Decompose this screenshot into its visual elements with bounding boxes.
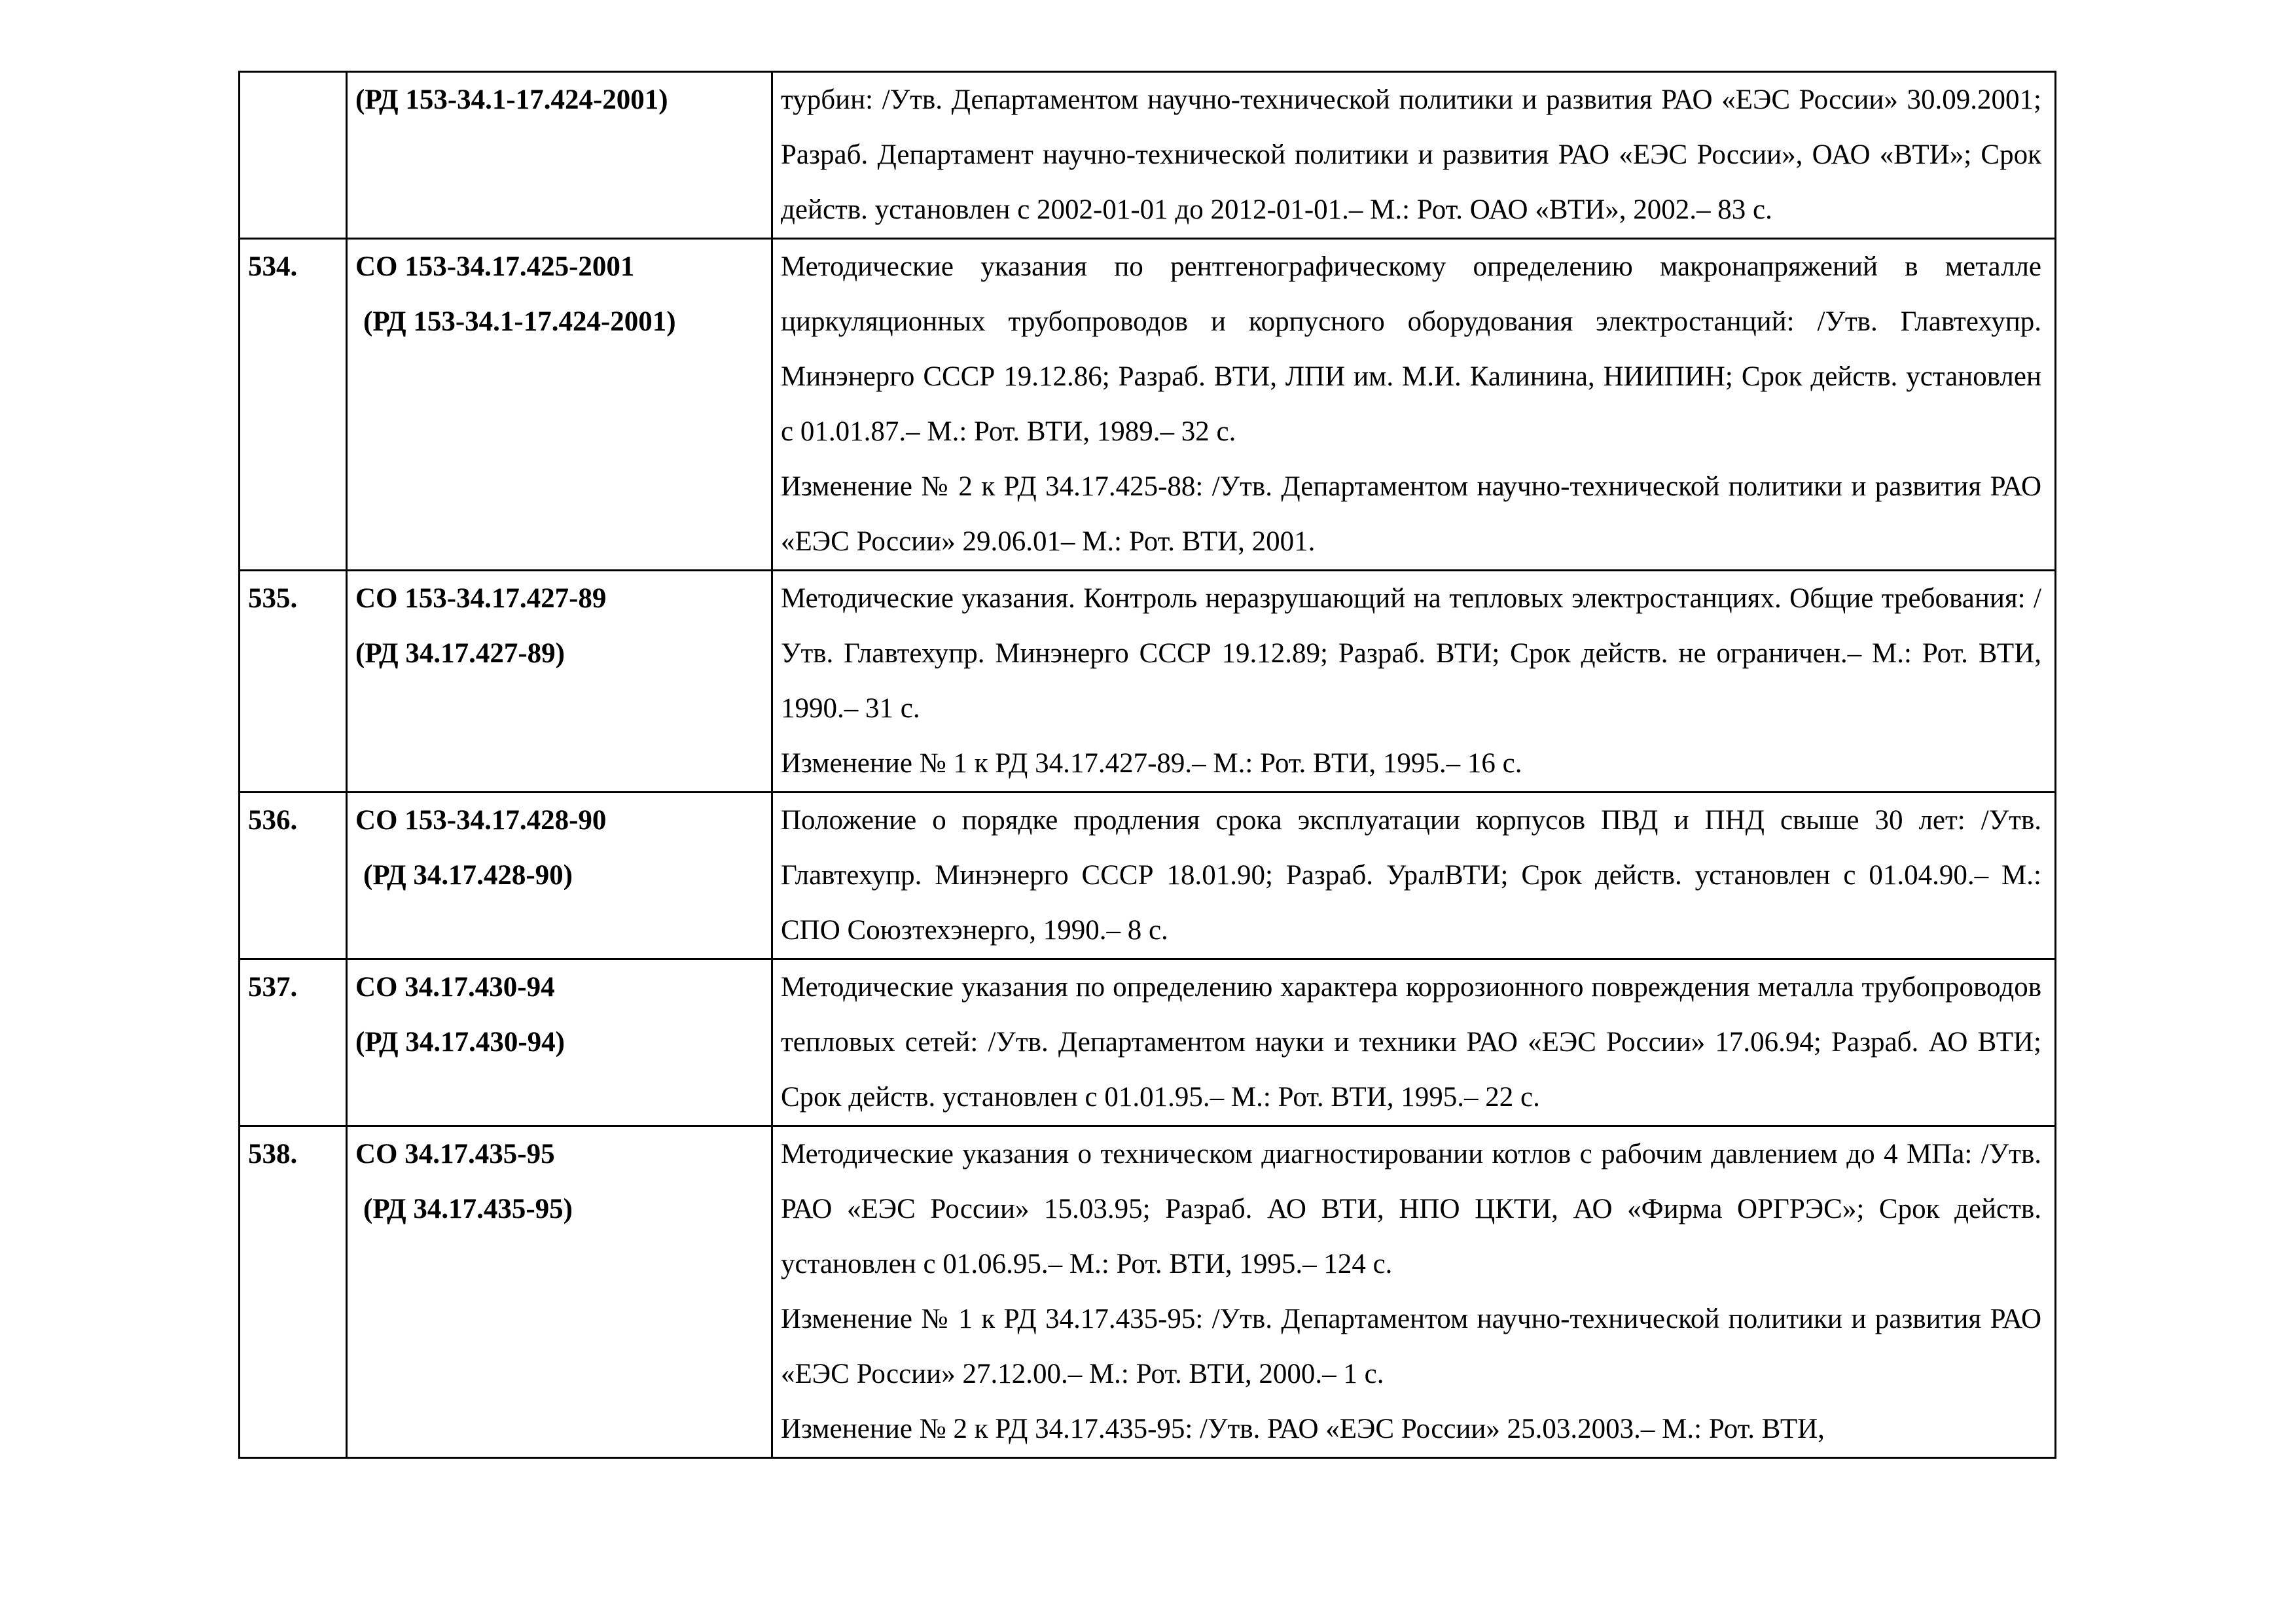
- document-description-cell: [772, 1126, 2056, 1458]
- description-paragraph: Изменение № 2 к РД 34.17.425-88: /Утв. Департаментом научно-технической политики и развития РАО «ЕЭС России» 29.06.01– М.: Рот. ВТИ, 2001.: [781, 471, 2041, 557]
- table-row: [240, 72, 2056, 239]
- standards-table-body: [240, 72, 2056, 1458]
- document-description-cell: [772, 239, 2056, 571]
- document-code: СО 34.17.435-95: [355, 1139, 555, 1169]
- document-code: (РД 34.17.430-94): [355, 1027, 565, 1058]
- description-paragraph: Изменение № 1 к РД 34.17.435-95: /Утв. Департаментом научно-технической политики и развития РАО «ЕЭС России» 27.12.00.– М.: Рот. ВТИ, 2000.– 1 с.: [781, 1304, 2041, 1389]
- document-code-cell: [347, 72, 772, 239]
- document-code: (РД 34.17.435-95): [363, 1194, 573, 1224]
- entry-number: 536.: [240, 793, 347, 959]
- entry-number: 538.: [240, 1126, 347, 1458]
- table-row: [240, 793, 2056, 959]
- document-code: (РД 153-34.1-17.424-2001): [355, 84, 668, 115]
- description-paragraph: Методические указания по определению характера коррозионного повреждения металла трубопроводов тепловых сетей: /Утв. Департаментом науки и техники РАО «ЕЭС России» 17.06.94; Разраб. АО ВТИ; Срок действ. установлен с 01.01.95.– М.: Рот. ВТИ, 1995.– 22 с.: [781, 972, 2041, 1113]
- description-paragraph: Методические указания по рентгенографическому определению макронапряжений в металле циркуляционных трубопроводов и корпусного оборудования электростанций: /Утв. Главтехупр. Минэнерго СССР 19.12.86; Разраб. ВТИ, ЛПИ им. М.И. Калинина, НИИПИН; Срок действ. установлен с 01.01.87.– М.: Рот. ВТИ, 1989.– 32 с.: [781, 251, 2041, 447]
- document-description-cell: [772, 959, 2056, 1126]
- description-paragraph: турбин: /Утв. Департаментом научно-технической политики и развития РАО «ЕЭС России» 30.09.2001; Разраб. Департамент научно-технической политики и развития РАО «ЕЭС России», ОАО «ВТИ»; Срок действ. установлен с 2002-01-01 до 2012-01-01.– М.: Рот. ОАО «ВТИ», 2002.– 83 с.: [781, 84, 2041, 225]
- document-code-cell: [347, 571, 772, 793]
- document-code-cell: [347, 793, 772, 959]
- document-description-cell: [772, 571, 2056, 793]
- document-code: СО 153-34.17.427-89: [355, 583, 607, 614]
- document-code: СО 153-34.17.425-2001: [355, 251, 635, 282]
- table-row: [240, 571, 2056, 793]
- document-code-cell: [347, 959, 772, 1126]
- description-paragraph: Методические указания. Контроль неразрушающий на тепловых электростанциях. Общие требования: /Утв. Главтехупр. Минэнерго СССР 19.12.89; Разраб. ВТИ; Срок действ. не ограничен.– М.: Рот. ВТИ, 1990.– 31 с.: [781, 583, 2041, 724]
- entry-number: 535.: [240, 571, 347, 793]
- document-description-cell: [772, 72, 2056, 239]
- document-description-cell: [772, 793, 2056, 959]
- document-code: (РД 34.17.427-89): [355, 638, 565, 669]
- table-row: [240, 1126, 2056, 1458]
- table-row: [240, 959, 2056, 1126]
- document-code: СО 153-34.17.428-90: [355, 805, 607, 836]
- document-code-cell: [347, 239, 772, 571]
- description-paragraph: Методические указания о техническом диагностировании котлов с рабочим давлением до 4 МПа: /Утв. РАО «ЕЭС России» 15.03.95; Разраб. АО ВТИ, НПО ЦКТИ, АО «Фирма ОРГРЭС»; Срок действ. установлен с 01.06.95.– М.: Рот. ВТИ, 1995.– 124 с.: [781, 1139, 2041, 1279]
- entry-number: [240, 72, 347, 239]
- description-paragraph: Положение о порядке продления срока эксплуатации корпусов ПВД и ПНД свыше 30 лет: /Утв. Главтехупр. Минэнерго СССР 18.01.90; Разраб. УралВТИ; Срок действ. установлен с 01.04.90.– М.: СПО Союзтехэнерго, 1990.– 8 с.: [781, 805, 2041, 946]
- standards-table: [238, 71, 2056, 1459]
- document-code: СО 34.17.430-94: [355, 972, 555, 1003]
- description-paragraph: Изменение № 2 к РД 34.17.435-95: /Утв. РАО «ЕЭС России» 25.03.2003.– М.: Рот. ВТИ,: [781, 1414, 1825, 1444]
- entry-number: 537.: [240, 959, 347, 1126]
- entry-number: 534.: [240, 239, 347, 571]
- document-code-cell: [347, 1126, 772, 1458]
- document-code: (РД 34.17.428-90): [363, 860, 573, 891]
- document-code: (РД 153-34.1-17.424-2001): [363, 306, 676, 337]
- table-row: [240, 239, 2056, 571]
- description-paragraph: Изменение № 1 к РД 34.17.427-89.– М.: Рот. ВТИ, 1995.– 16 с.: [781, 748, 1522, 779]
